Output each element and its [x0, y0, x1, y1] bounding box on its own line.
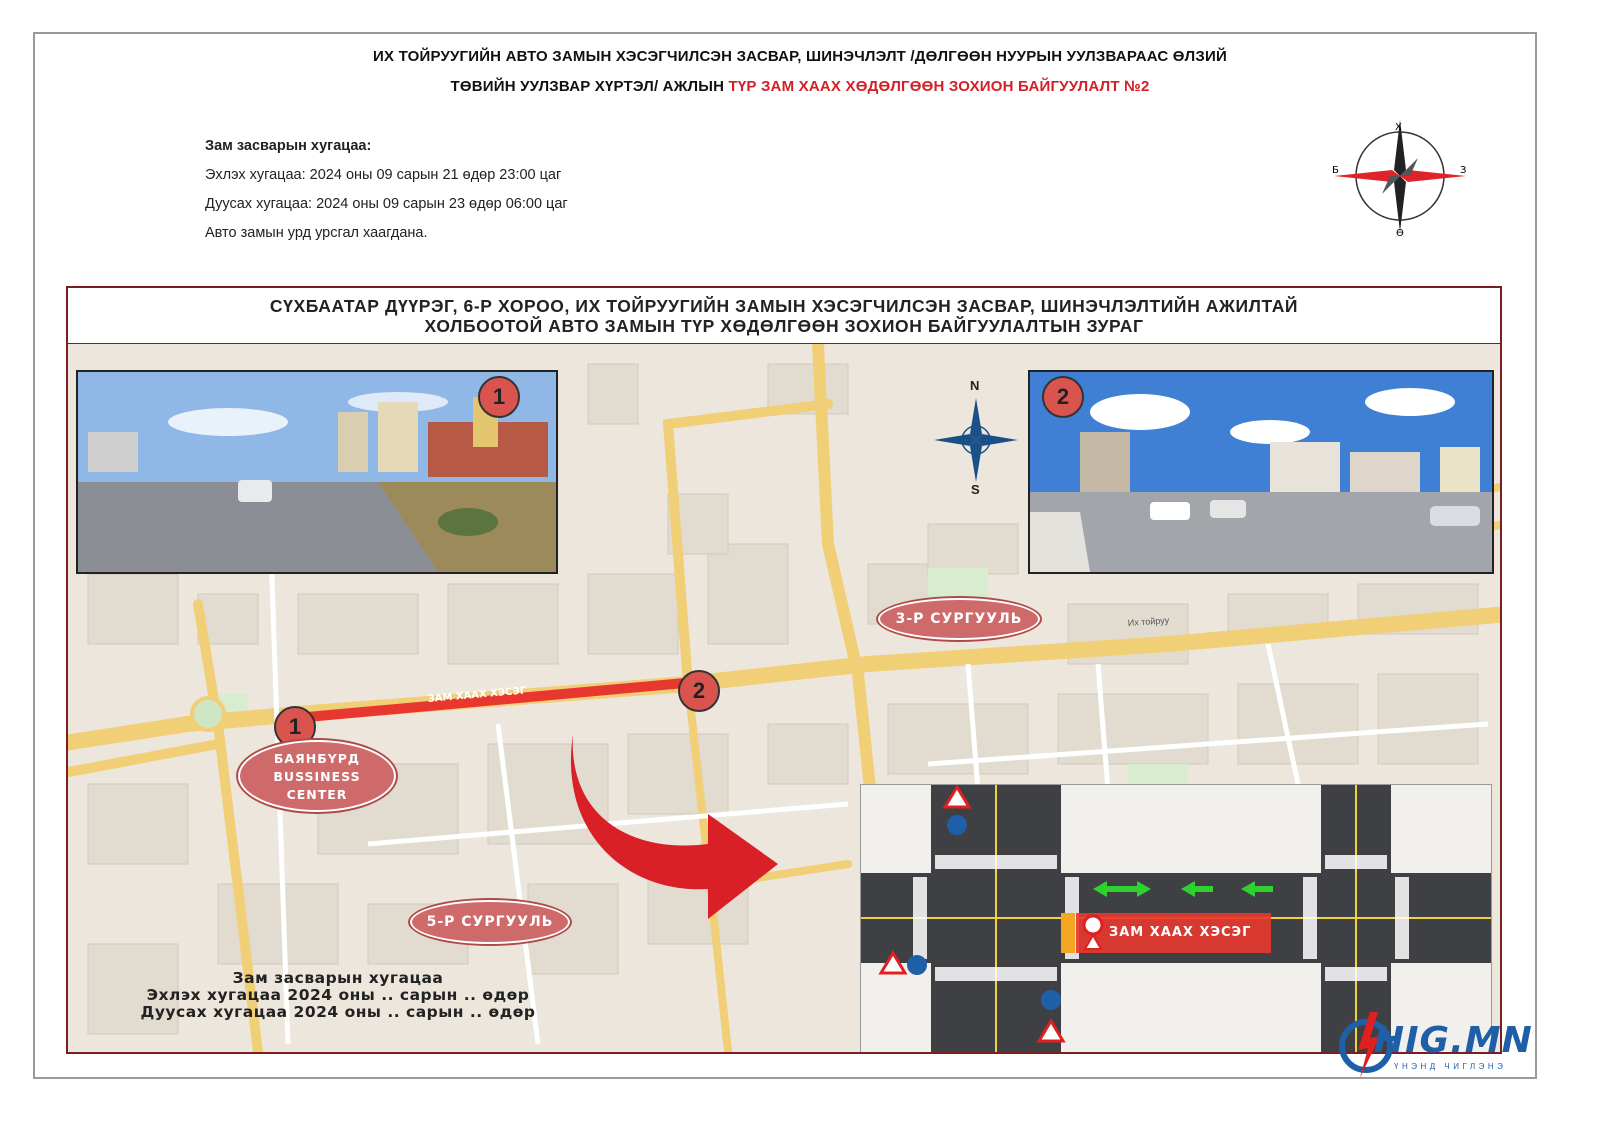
- compass-rose-icon: [1330, 118, 1470, 238]
- compass-west-label: Б: [1332, 165, 1339, 176]
- photo-2-number: 2: [1042, 376, 1084, 418]
- title-red-part: ТҮР ЗАМ ХААХ ХӨДӨЛГӨӨН ЗОХИОН БАЙГУУЛАЛТ №2: [728, 78, 1150, 95]
- oval-bayanburd-line1: БАЯНБҮРД: [273, 751, 361, 766]
- hig-mn-logo: [1336, 1010, 1556, 1085]
- oval-school-3: 3-Р СУРГУУЛЬ: [878, 598, 1040, 640]
- logo-text: HIG.MN: [1374, 1020, 1533, 1061]
- map-title: [68, 296, 1500, 336]
- end-time-text: Дуусах хугацаа: 2024 оны 09 сарын 23 өдөр 06:00 цаг: [205, 196, 568, 212]
- street-photo-1: [76, 370, 558, 574]
- street-map[interactable]: [68, 344, 1500, 1052]
- logo-subtext: ҮНЭНД ЧИГЛЭНЭ: [1394, 1062, 1507, 1071]
- oval-bayanburd: [238, 740, 396, 812]
- map-title-line1: СҮХБААТАР ДҮҮРЭГ, 6-Р ХОРОО, ИХ ТОЙРУУГИЙН ЗАМЫН ХЭСЭГЧИЛСЭН ЗАСВАР, ШИНЭЧЛЭЛТИЙН АЖИЛТАЙ: [269, 296, 1299, 316]
- bottom-note-line1: Зам засварын хугацаа: [232, 969, 444, 987]
- closure-note-text: Авто замын урд урсгал хаагдана.: [205, 225, 428, 241]
- bottom-note-line2: Эхлэх хугацаа 2024 оны .. сарын .. өдөр: [146, 986, 530, 1004]
- map-frame: [66, 286, 1502, 1054]
- title-black-part: ТӨВИЙН УУЛЗВАР ХҮРТЭЛ/ АЖЛЫН: [450, 78, 729, 95]
- compass-north-label: Х: [1395, 122, 1402, 133]
- document-title-line2: [0, 78, 1600, 95]
- bottom-period-note: [88, 970, 588, 1021]
- map-pin-2[interactable]: 2: [678, 670, 720, 712]
- street-photo-2: [1028, 370, 1494, 574]
- compass-south-label: Ө: [1396, 228, 1404, 238]
- map-pin-1[interactable]: 1: [274, 706, 316, 748]
- repair-period-heading: Зам засварын хугацаа:: [205, 138, 372, 154]
- street-name-label: Их тойруу: [1127, 615, 1170, 628]
- map-compass-icon: [934, 398, 1018, 482]
- inset-closure-label: ЗАМ ХААХ ХЭСЭГ: [1109, 925, 1252, 940]
- compass-east-label: З: [1460, 165, 1467, 176]
- oval-bayanburd-line3: CENTER: [286, 787, 348, 802]
- map-compass-n: N: [970, 378, 980, 393]
- start-time-text: Эхлэх хугацаа: 2024 оны 09 сарын 21 өдөр 23:00 цаг: [205, 167, 562, 183]
- document-title-line1: ИХ ТОЙРУУГИЙН АВТО ЗАМЫН ХЭСЭГЧИЛСЭН ЗАСВАР, ШИНЭЧЛЭЛТ /ДӨЛГӨӨН НУУРЫН УУЛЗВАРААС ӨЛЗИЙ: [373, 48, 1227, 65]
- oval-school-5: 5-Р СУРГУУЛЬ: [410, 900, 570, 944]
- map-compass-s: S: [971, 482, 980, 497]
- map-title-line2: ХОЛБООТОЙ АВТО ЗАМЫН ТҮР ХӨДӨЛГӨӨН ЗОХИОН БАЙГУУЛАЛТЫН ЗУРАГ: [424, 316, 1144, 336]
- bottom-note-line3: Дуусах хугацаа 2024 оны .. сарын .. өдөр: [140, 1003, 536, 1021]
- photo-1-number: 1: [478, 376, 520, 418]
- closure-segment-label: ЗАМ ХААХ ХЭСЭГ: [427, 685, 527, 705]
- oval-bayanburd-line2: BUSSINESS: [273, 769, 361, 784]
